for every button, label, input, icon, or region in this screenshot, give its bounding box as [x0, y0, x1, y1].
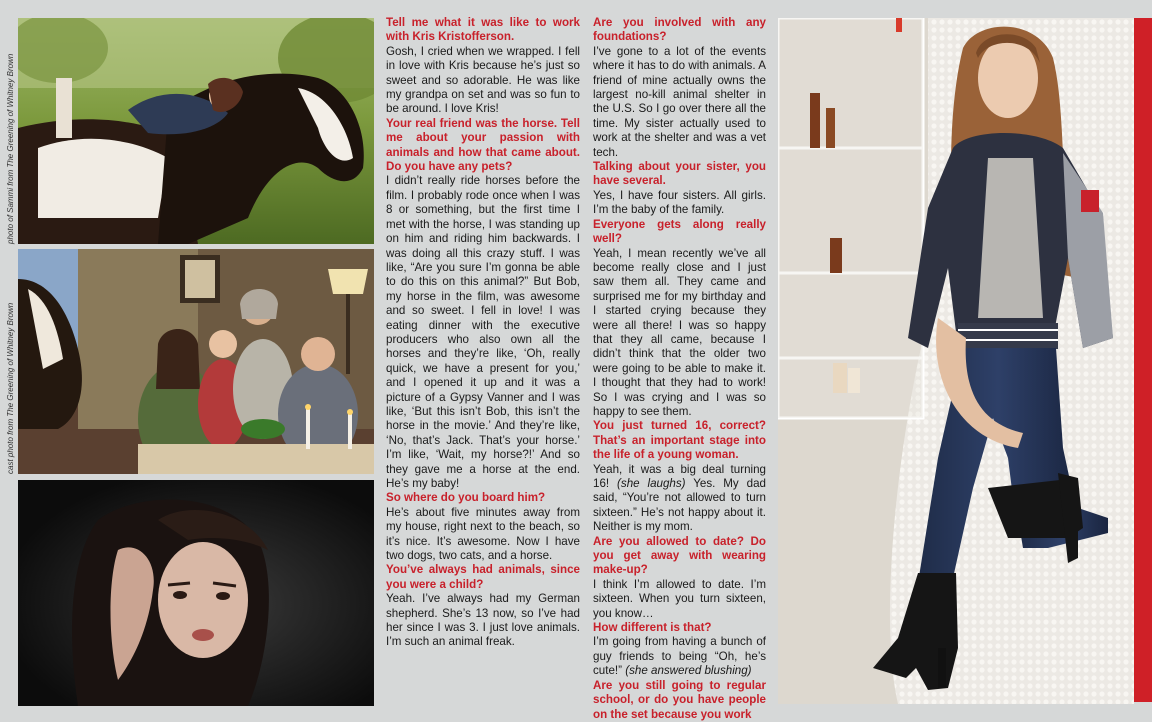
question-heading: Are you still going to regular school, or do you have people on the set because you work: [593, 678, 766, 721]
answer-text: I’ve gone to a lot of the events where it has to do with animals. A friend of mine actually owns the largest no-kill animal shelter in the U.S. So I go over there all the time. My sister actually used to work at the shelter and was a vet tech.: [593, 44, 766, 159]
photo-standing-portrait: [778, 18, 1134, 704]
photo-credit-1: photo of Sammi from The Greening of Whitney Brown: [6, 53, 15, 244]
question-heading: So where do you board him?: [386, 491, 546, 505]
question-heading: Are you allowed to date? Do you get away with wearing make-up?: [593, 534, 766, 577]
article-column-right: [593, 16, 766, 722]
photo-portrait: [18, 480, 374, 706]
photo-credit-2: cast photo from The Greening of Whitney Brown: [6, 302, 15, 474]
answer-text: Yes, I have four sisters. All girls. I’m the baby of the family.: [593, 188, 766, 217]
answer-text: Yeah, it was a big deal turning 16! (she laughs) Yes. My dad said, “You’re not allowed to turn sixteen.” He’s not happy about it. Neither is my mom.: [593, 462, 766, 534]
answer-text: Yeah. I’ve always had my German shepherd. She’s 13 now, so I’ve had her since I was 3. I just love animals. I’m such an animal freak.: [386, 592, 580, 649]
answer-text: He’s about five minutes away from my house, right next to the beach, so it’s nice. It’s awesome. Now I have two dogs, two cats, and a horse.: [386, 505, 580, 563]
question-heading: Are you involved with any foundations?: [593, 16, 766, 44]
answer-text: Gosh, I cried when we wrapped. I fell in love with Kris because he’s just so sweet and so adorable. He was like my grandpa on set and was so fun to be around. I love Kris!: [386, 44, 580, 116]
question-heading: Your real friend was the horse. Tell me about your passion with animals and how that came about. Do you have any pets?: [386, 116, 580, 174]
answer-text: I’m going from having a bunch of guy friends to being “Oh, he’s cute!” (she answered blushing): [593, 635, 766, 678]
photo-cast-dinner: [18, 249, 374, 474]
page-edge-bar: [1134, 18, 1152, 702]
question-heading: Talking about your sister, you have several.: [593, 160, 766, 188]
question-heading: Tell me what it was like to work with Kris Kristofferson.: [386, 16, 580, 44]
article-column-middle: [386, 16, 580, 650]
question-heading: You’ve always had animals, since you were a child?: [386, 563, 580, 591]
question-heading: You just turned 16, correct? That’s an important stage into the life of a young woman.: [593, 419, 766, 462]
answer-text: I think I’m allowed to date. I’m sixteen. When you turn sixteen, you know…: [593, 577, 766, 620]
answer-text: Yeah, I mean recently we’ve all become really close and I just saw them all. They came and surprised me for my birthday and I started crying because they were all there! I was so happy that they all came, because I didn’t think that the older two were going to be able to make it. I thought that they had to work! So I was crying and I was so happy to see them.: [593, 246, 766, 418]
question-heading: Everyone gets along really well?: [593, 217, 766, 246]
answer-text: I didn’t really ride horses before the film. I probably rode once when I was 8 or something, but the first time I met with the horse, I was standing up on him and riding him backwards. I was doing all this crazy stuff. I was like, “Are you sure I’m gonna be able to do this on this animal?” But Bob, my horse in the film, was awesome and so sweet. I fell in love! I was eating dinner with the executive producers who also own all the horses and they’re like, ‘Oh, really quick, we have a present for you,’ and I opened it up and it was a picture of a Gypsy Vanner and I was like, ‘But this isn’t Bob, this isn’t the horse in the movie.’ And they’re like, ‘No, that’s Jack. That’s your horse.’ I’m like, ‘Wait, my horse?!’ And so they gave me a horse at the end. He’s my baby!: [386, 174, 580, 490]
photo-girl-on-horse: [18, 18, 374, 244]
question-heading: How different is that?: [593, 621, 712, 635]
